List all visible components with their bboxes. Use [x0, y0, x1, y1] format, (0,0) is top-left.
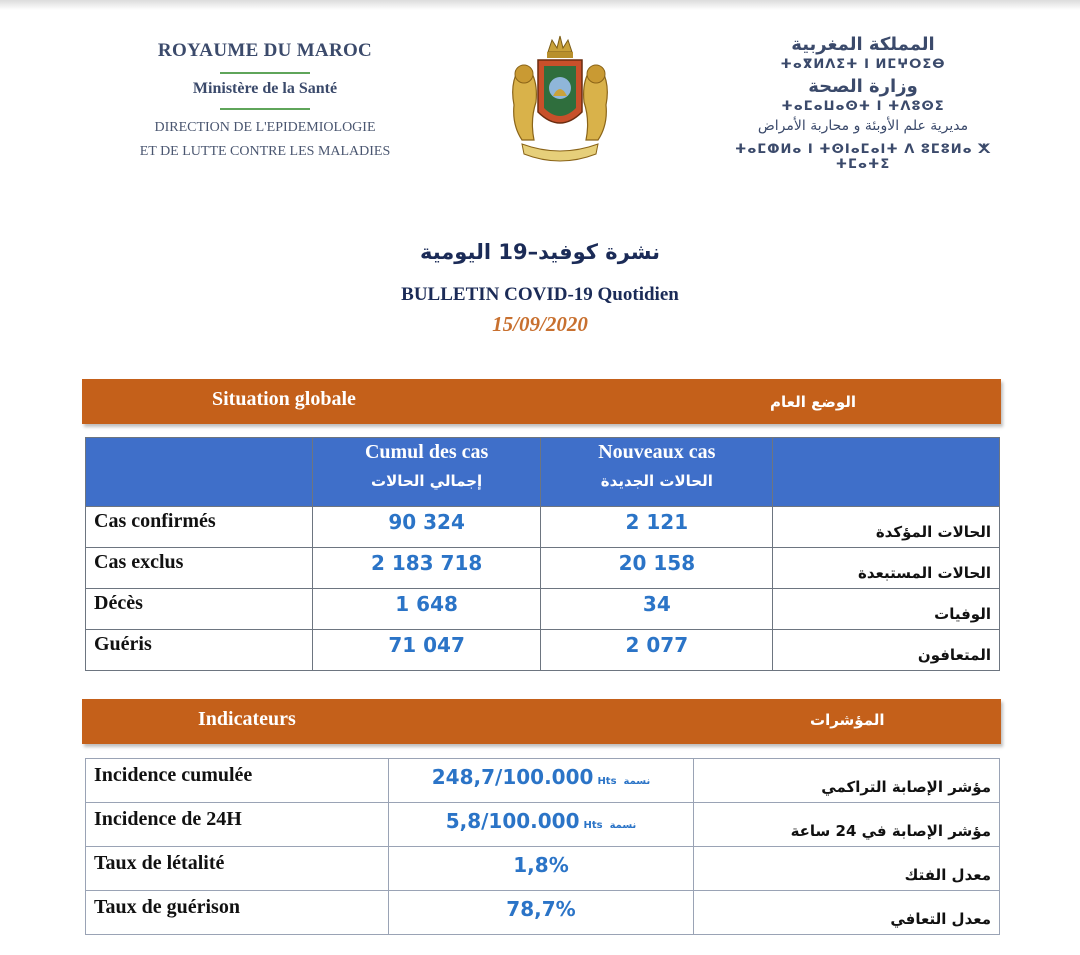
new-value: 34 — [642, 592, 671, 616]
bulletin-title-fr: BULLETIN COVID-19 Quotidien — [401, 284, 679, 305]
cumul-value: 1 648 — [395, 592, 458, 616]
situation-table — [85, 437, 1000, 671]
direction-name-ar: مديرية علم الأوبئة و محاربة الأمراض — [757, 118, 969, 134]
indicator-label-fr: Incidence cumulée — [94, 764, 253, 786]
table-row — [86, 630, 1000, 671]
indicator-label-ar: معدل التعافي — [890, 910, 991, 928]
header-cell-new — [541, 438, 773, 507]
header-divider — [220, 108, 310, 110]
indicator-suffix: Hts — [583, 820, 603, 831]
header-arabic-block — [718, 34, 1008, 176]
table-row — [86, 847, 1000, 891]
table-row — [86, 891, 1000, 935]
row-label-ar: الحالات المؤكدة — [875, 523, 991, 541]
indicator-suffix: Hts — [597, 776, 617, 787]
row-label-ar: الوفيات — [934, 605, 991, 623]
bulletin-title-ar: نشرة كوفيد–19 اليومية — [419, 240, 661, 264]
col-cumul-ar: إجمالي الحالات — [371, 472, 483, 490]
indicator-label-ar: معدل الفتك — [904, 866, 991, 884]
table-row — [86, 803, 1000, 847]
indicator-label-ar: مؤشر الإصابة في 24 ساعة — [790, 822, 991, 840]
indicator-value: 78,7% — [506, 897, 576, 921]
situation-table-header — [86, 438, 1000, 507]
cumul-value: 71 047 — [388, 633, 465, 657]
indicator-label-fr: Taux de guérison — [94, 896, 240, 918]
header-french-block — [110, 40, 420, 164]
row-label-fr: Cas confirmés — [94, 510, 216, 532]
col-new-ar: الحالات الجديدة — [600, 472, 713, 490]
indicator-value: 1,8% — [513, 853, 569, 877]
row-label-fr: Guéris — [94, 633, 152, 655]
ministry-name-ar: وزارة الصحة — [808, 76, 918, 97]
coat-of-arms-emblem — [500, 30, 620, 170]
row-label-fr: Décès — [94, 592, 143, 614]
section-title-indicators-fr: Indicateurs — [198, 708, 296, 730]
indicator-label-ar: مؤشر الإصابة التراكمي — [821, 778, 991, 796]
col-cumul-fr: Cumul des cas — [364, 441, 489, 463]
header-cell-empty — [86, 438, 313, 507]
header-cell-cumul — [312, 438, 541, 507]
kingdom-name-ar: المملكة المغربية — [791, 34, 935, 55]
col-new-fr: Nouveaux cas — [598, 441, 716, 463]
indicator-value: 5,8/100.000 — [445, 809, 580, 833]
new-value: 2 077 — [625, 633, 689, 657]
kingdom-name-fr: ROYAUME DU MAROC — [157, 40, 373, 61]
cumul-value: 90 324 — [388, 510, 465, 534]
table-row — [86, 548, 1000, 589]
header-cell-empty — [773, 438, 1000, 507]
new-value: 20 158 — [618, 551, 696, 575]
indicator-label-fr: Taux de létalité — [94, 852, 225, 874]
table-row — [86, 759, 1000, 803]
section-title-indicators-ar: المؤشرات — [810, 711, 885, 729]
section-title-situation-ar: الوضع العام — [770, 393, 857, 411]
section-bar-situation — [82, 379, 1001, 424]
ministry-name-tifinagh: ⵜⴰⵎⴰⵡⴰⵙⵜ ⵏ ⵜⴷⵓⵙⵉ — [781, 99, 945, 114]
bulletin-date: 15/09/2020 — [492, 312, 588, 336]
kingdom-name-tifinagh: ⵜⴰⴳⵍⴷⵉⵜ ⵏ ⵍⵎⵖⵔⵉⴱ — [780, 57, 946, 72]
indicator-suffix-ar: نسمة — [623, 776, 651, 787]
table-row — [86, 589, 1000, 630]
section-bar-indicators — [82, 699, 1001, 744]
indicators-table — [85, 758, 1000, 935]
indicator-label-fr: Incidence de 24H — [94, 808, 242, 830]
row-label-ar: الحالات المستبعدة — [857, 564, 991, 582]
table-row — [86, 507, 1000, 548]
row-label-ar: المتعافون — [917, 646, 991, 664]
new-value: 2 121 — [625, 510, 689, 534]
direction-name-fr-line2: ET DE LUTTE CONTRE LES MALADIES — [139, 144, 391, 159]
indicator-suffix-ar: نسمة — [609, 820, 637, 831]
row-label-fr: Cas exclus — [94, 551, 184, 573]
direction-name-fr-line1: DIRECTION DE L'EPIDEMIOLOGIE — [154, 120, 376, 135]
top-shadow — [0, 0, 1080, 10]
header-divider — [220, 72, 310, 74]
section-title-situation-fr: Situation globale — [212, 388, 356, 410]
ministry-name-fr: Ministère de la Santé — [192, 80, 338, 97]
direction-name-tifinagh: ⵜⴰⵎⵀⵍⴰ ⵏ ⵜⵙⵏⴰⵎⴰⵏⵜ ⴷ ⵓⵎⵓⵍⴰ ⵅ ⵜⵎⴰⵜⵉ — [734, 142, 992, 172]
cumul-value: 2 183 718 — [370, 551, 483, 575]
indicator-value: 248,7/100.000 — [431, 765, 594, 789]
